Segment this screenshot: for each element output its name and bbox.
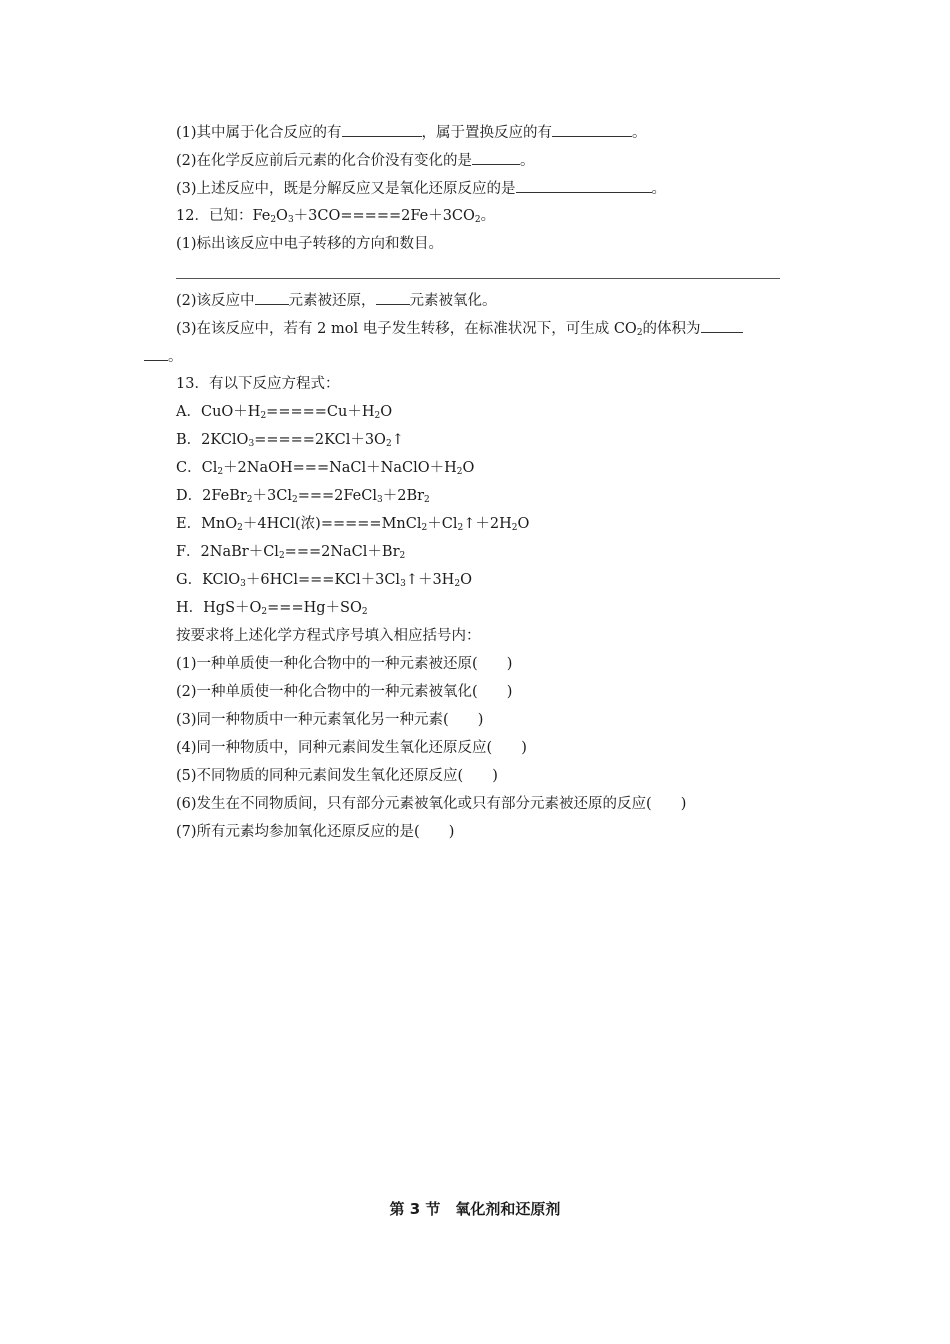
equation-text: A．CuO＋H (176, 404, 261, 420)
subscript: 2 (237, 523, 243, 533)
answer-blank[interactable] (342, 122, 422, 137)
subscript: 2 (261, 607, 268, 617)
subscript: 2 (511, 523, 518, 533)
equation-text: F．2NaBr＋Cl (176, 544, 279, 560)
q12-part2-text-c: 元素被氧化。 (409, 293, 497, 309)
q11-part1-text-b: ，属于置换反应的有 (421, 125, 553, 141)
equation-e (176, 514, 529, 534)
equation-text: G．KClO (176, 572, 241, 588)
q11-part1-text-a: (1)其中属于化合反应的有 (176, 125, 342, 141)
equation-text: O (380, 404, 393, 420)
q12-part2-text-b: 元素被还原， (288, 293, 376, 309)
equation-b (176, 430, 404, 450)
subscript: 2 (361, 607, 368, 617)
q13-instruction (176, 626, 481, 646)
q12-part3-continued (144, 346, 183, 367)
q12-part1-text: (1)标出该反应中电子转移的方向和数目。 (176, 236, 444, 252)
equation-text: ===2FeCl (297, 488, 377, 504)
equation-d (176, 486, 430, 506)
subscript: 2 (421, 523, 428, 533)
q12-title-d: 。 (480, 208, 496, 224)
equation-text: ＋3Cl (252, 488, 292, 504)
answer-blank[interactable] (552, 122, 632, 137)
subscript: 2 (385, 439, 392, 449)
q13-item-3: (3)同一种物质中一种元素氧化另一种元素( ) (176, 712, 484, 728)
q13-item-1: (1)一种单质使一种化合物中的一种元素被还原( ) (176, 656, 513, 672)
section-heading: 第 3 节 氧化剂和还原剂 (389, 1200, 561, 1218)
q12-part1 (176, 234, 443, 254)
subscript: 3 (287, 215, 294, 225)
equation-text: ＋Cl (427, 516, 458, 532)
answer-line[interactable] (176, 278, 780, 279)
subscript: 2 (292, 495, 298, 505)
q12-title-c: ＋3CO=====2Fe＋3CO (293, 208, 475, 224)
q11-part2 (176, 150, 535, 171)
equation-text: C．Cl (176, 460, 218, 476)
equation-f (176, 542, 405, 562)
equation-text: ＋6HCl===KCl＋3Cl (245, 572, 401, 588)
answer-blank[interactable] (255, 290, 289, 305)
equation-text: ＋2Br (382, 488, 425, 504)
answer-blank[interactable] (376, 290, 410, 305)
subscript: 2 (260, 411, 267, 421)
subscript: 2 (454, 579, 461, 589)
q11-part2-text-b: 。 (520, 153, 535, 169)
subscript: 3 (377, 495, 383, 505)
subscript: 2 (399, 551, 406, 561)
q12-part3-text-c: 。 (168, 349, 183, 365)
subscript: 3 (400, 579, 406, 589)
subscript: 2 (270, 215, 277, 225)
equation-text: ↑＋3H (405, 572, 455, 588)
q13-instruction-text: 按要求将上述化学方程式序号填入相应括号内： (176, 628, 481, 644)
q11-part1-text-c: 。 (632, 125, 647, 141)
q13-item-2: (2)一种单质使一种化合物中的一种元素被氧化( ) (176, 684, 513, 700)
q12-title-b: O (276, 208, 288, 224)
q12-part3 (176, 318, 743, 339)
subscript: 2 (474, 215, 481, 225)
q13-item-7: (7)所有元素均参加氧化还原反应的是( ) (176, 824, 455, 840)
subscript: 2 (457, 523, 464, 533)
subscript: 3 (240, 579, 246, 589)
q11-part1 (176, 122, 647, 143)
answer-blank[interactable] (472, 150, 520, 165)
subscript: 2 (217, 467, 224, 477)
equation-text: ↑ (391, 432, 404, 448)
q11-part3-text-a: (3)上述反应中，既是分解反应又是氧化还原反应的是 (176, 181, 516, 197)
q11-part2-text-a: (2)在化学反应前后元素的化合价没有变化的是 (176, 153, 473, 169)
equation-text: ＋2NaOH===NaCl＋NaClO＋H (223, 460, 457, 476)
q13-title (176, 374, 339, 394)
q12-part3-text-a: (3)在该反应中，若有 2 mol 电子发生转移，在标准状况下，可生成 CO (176, 321, 637, 337)
equation-text: ＋4HCl(浓)=====MnCl (242, 516, 422, 532)
equation-text: ===Hg＋SO (267, 600, 362, 616)
subscript: 2 (246, 495, 253, 505)
subscript: 2 (636, 328, 643, 338)
answer-blank[interactable] (701, 318, 743, 333)
equation-h (176, 598, 368, 618)
q11-part3-text-b: 。 (651, 181, 667, 197)
equation-text: H．HgS＋O (176, 600, 262, 616)
equation-text: O (460, 572, 472, 588)
subscript: 3 (248, 439, 255, 449)
subscript: 2 (374, 411, 381, 421)
equation-text: B．2KClO (176, 432, 249, 448)
q13-title-text: 13．有以下反应方程式： (176, 376, 340, 392)
equation-text: =====2KCl＋3O (254, 432, 386, 448)
subscript: 2 (278, 551, 285, 561)
subscript: 2 (424, 495, 430, 505)
equation-text: D．2FeBr (176, 488, 247, 504)
q12-title (176, 206, 495, 226)
q13-item-4: (4)同一种物质中，同种元素间发生氧化还原反应( ) (176, 740, 527, 756)
equation-a (176, 402, 392, 422)
q11-part3 (176, 178, 666, 199)
q12-title-a: 12．已知：Fe (176, 208, 271, 224)
equation-text: ↑＋2H (463, 516, 512, 532)
answer-blank[interactable] (516, 178, 652, 193)
equation-text: =====Cu＋H (266, 404, 375, 420)
subscript: 2 (456, 467, 463, 477)
q12-part2-text-a: (2)该反应中 (176, 293, 255, 309)
q12-part3-text-b: 的体积为 (642, 321, 701, 337)
q13-item-6: (6)发生在不同物质间，只有部分元素被氧化或只有部分元素被还原的反应( ) (176, 796, 687, 812)
q12-part2 (176, 290, 497, 311)
answer-blank[interactable] (144, 346, 168, 361)
q13-item-5: (5)不同物质的同种元素间发生氧化还原反应( ) (176, 768, 498, 784)
equation-c (176, 458, 474, 478)
equation-text: O (462, 460, 475, 476)
equation-g (176, 570, 472, 590)
equation-text: ===2NaCl＋Br (284, 544, 400, 560)
equation-text: O (517, 516, 530, 532)
equation-text: E．MnO (176, 516, 238, 532)
